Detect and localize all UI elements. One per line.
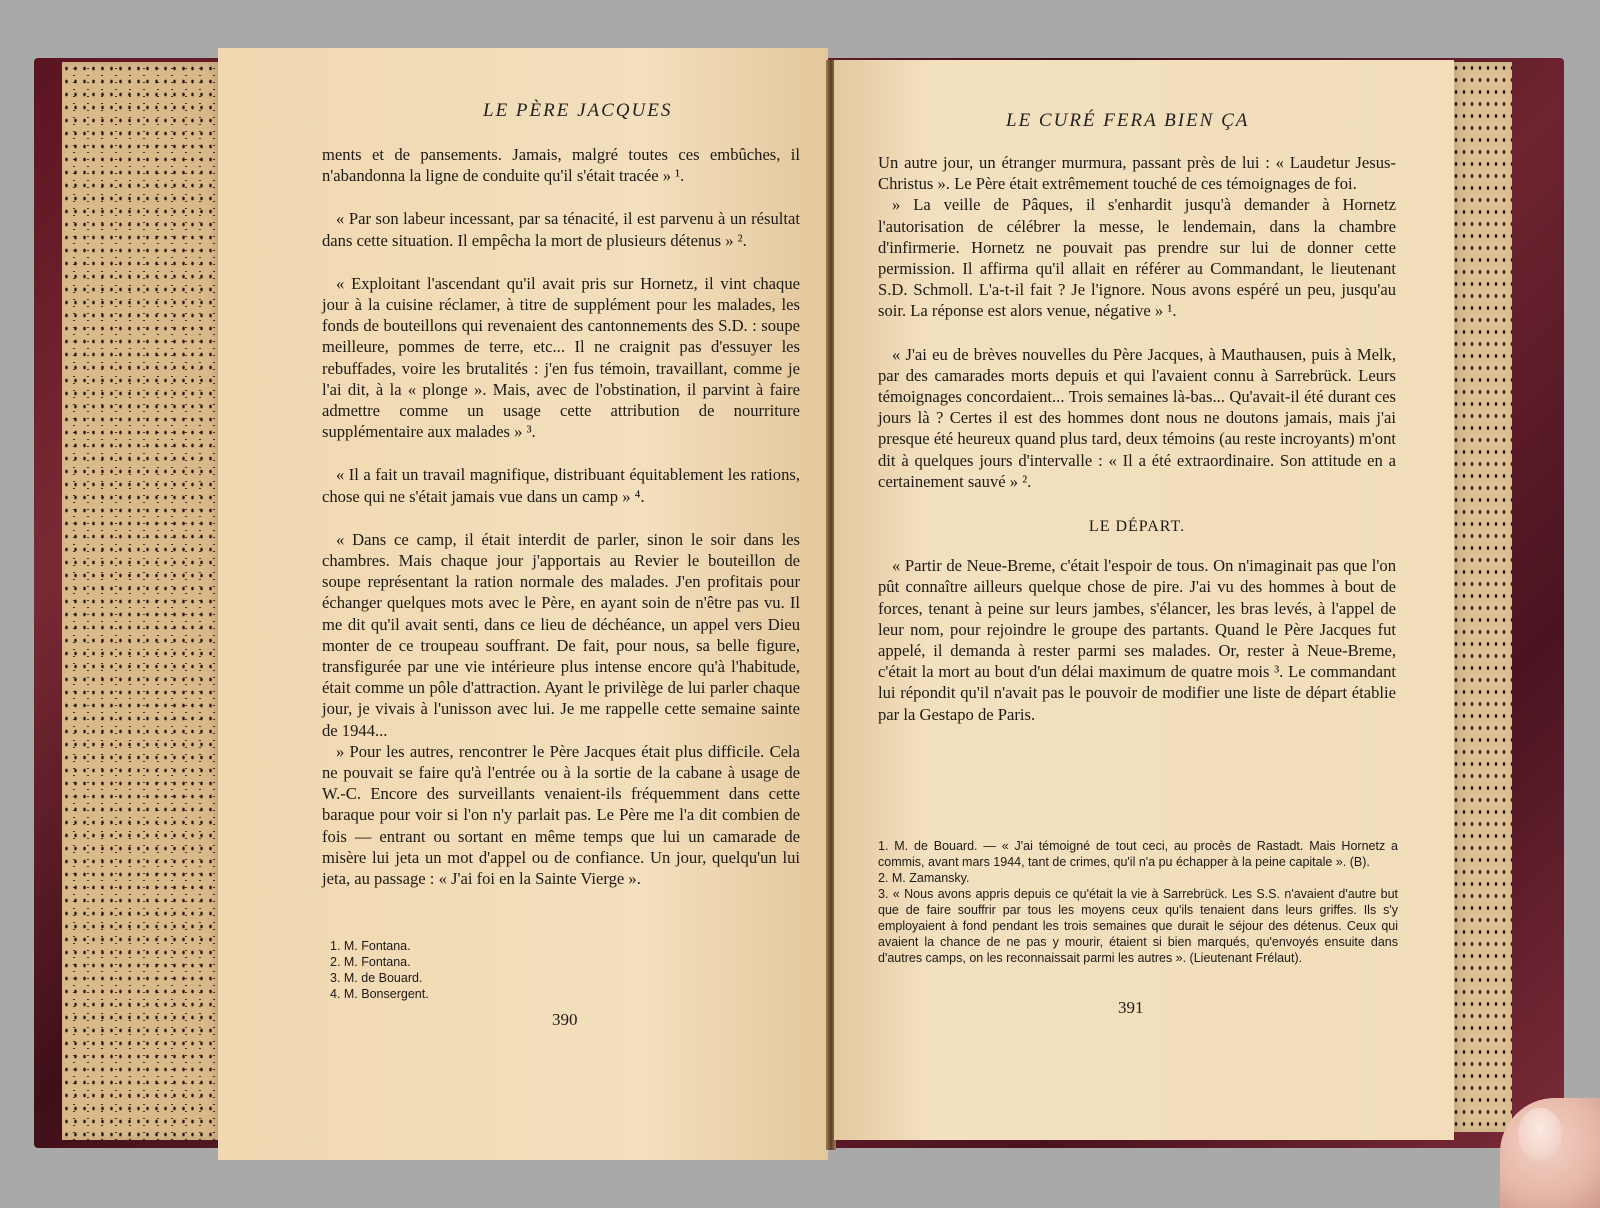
section-heading: LE DÉPART. [1088,518,1186,536]
page-body [878,152,1396,725]
footnote: 3. « Nous avons appris depuis ce qu'était la vie à Sarrebrück. Les S.S. n'avaient d'autre but que de faire souffrir par tous les moyens ceux qu'ils tenaient dans leurs griffes. Ils s'y employaient à fond pendant les trois semaines que durait le séjour des détenus. Ceux qui avaient la chance de ne pas y mourir, étaient si bien marqués, qu'envoyés ensuite dans d'autres camps, on les reconnaissait parmi les autres ». (Lieutenant Frélaut). [878,887,1398,965]
paragraph: » Pour les autres, rencontrer le Père Jacques était plus difficile. Cela ne pouvait se faire qu'à l'entrée ou à la sortie de la cabane à usage de W.-C. Encore des surveillants venaient-ils fréquemment dans cette baraque pour voir si l'on n'y parlait pas. Le Père me l'a dit combien de fois — entrant ou sortant en même temps que lui un camarade de misère lui jeta un mot d'appel ou de confiance. Un jour, quelqu'un lui jeta, au passage : « J'ai foi en la Sainte Vierge ». [322,741,800,889]
paragraph: ments et de pansements. Jamais, malgré toutes ces embûches, il n'abandonna la ligne de conduite qu'il s'était tracée » ¹. [322,145,800,186]
page-edges-left [62,62,222,1140]
page-number: 391 [1118,998,1144,1017]
running-header: LE PÈRE JACQUES [483,100,673,121]
paragraph: « Exploitant l'ascendant qu'il avait pris sur Hornetz, il vint chaque jour à la cuisine réclamer, à titre de supplément pour les malades, les fonds de bouteillons qui revenaient des cantonnements des S.D. : soupe meilleure, pommes de terre, etc... Il ne craignit pas d'essuyer les rebuffades, voire les brutalités : j'en fus témoin, travaillant, comme je l'ai dit, à la « plonge ». Mais, avec de l'obstination, il parvint à faire admettre comme un usage cette attribution de nourriture supplémentaire aux malades » ³. [322,273,800,442]
thumbnail-nail [1518,1108,1562,1160]
page-number: 390 [552,1010,578,1029]
running-header: LE CURÉ FERA BIEN ÇA [1006,110,1250,131]
footnote: 3. M. de Bouard. [330,971,423,985]
paragraph: « Dans ce camp, il était interdit de parler, sinon le soir dans les chambres. Mais chaque jour j'apportais au Revier le bouteillon de soupe représentant la ration normale des malades. J'en profitais pour échanger quelques mots avec le Père, en ayant soin de n'être pas vu. Il me dit qu'il avait senti, dans ce lieu de déchéance, un appel vers Dieu monter de ce troupeau souffrant. De fait, pour nous, sa belle figure, transfigurée par une vie intérieure plus intense encore qu'à l'habitude, était comme un pôle d'attraction. Ayant le privilège de lui parler chaque jour, je vivais à l'unisson avec lui. Je me rappelle cette semaine sainte de 1944... [322,529,800,740]
page-body [322,144,800,889]
footnote: 4. M. Bonsergent. [330,987,429,1001]
paragraph: Un autre jour, un étranger murmura, passant près de lui : « Laudetur Jesus-Christus ». Le Père était extrêmement touché de ces témoignages de foi. [878,153,1396,194]
left-page [218,48,828,1160]
footnotes [878,838,1398,966]
footnote: 2. M. Zamansky. [878,871,970,885]
paragraph: « Il a fait un travail magnifique, distribuant équitablement les rations, chose qui ne s'était jamais vue dans un camp » ⁴. [322,465,800,506]
footnote: 1. M. Fontana. [330,939,411,953]
footnotes [330,938,630,1002]
right-page [834,60,1454,1140]
page-edges-right [1452,62,1512,1132]
footnote: 2. M. Fontana. [330,955,411,969]
paragraph: « Par son labeur incessant, par sa ténacité, il est parvenu à un résultat dans cette situation. Il empêcha la mort de plusieurs détenus » ². [322,209,800,250]
paragraph: » La veille de Pâques, il s'enhardit jusqu'à demander à Hornetz l'autorisation de célébrer la messe, le lendemain, dans la chambre d'infirmerie. Hornetz ne pouvait pas prendre sur lui de donner cette permission. Il affirma qu'il allait en référer au Commandant, le lieutenant S.D. Schmoll. L'a-t-il fait ? Je l'ignore. Nous avons espéré un peu, jusqu'au soir. La réponse est alors venue, négative » ¹. [878,195,1396,321]
paragraph: « Partir de Neue-Breme, c'était l'espoir de tous. On n'imaginait pas que l'on pût connaître ailleurs quelque chose de pire. J'ai vu des hommes à bout de forces, tenant à peine sur leurs jambes, s'élancer, les bras levés, à l'appel de leur nom, pour rejoindre le groupe des partants. Quand le Père Jacques fut appelé, il demanda à rester parmi ses malades. Or, rester à Neue-Breme, c'était la mort au bout d'un délai maximum de quatre mois ³. Le commandant lui répondit qu'il n'avait pas le pouvoir de modifier une liste de départ établie par la Gestapo de Paris. [878,556,1396,724]
footnote: 1. M. de Bouard. — « J'ai témoigné de tout ceci, au procès de Rastadt. Mais Hornetz a commis, avant mars 1944, tant de crimes, qu'il n'a pu échapper à la peine capitale ». (B). [878,839,1398,869]
paragraph: « J'ai eu de brèves nouvelles du Père Jacques, à Mauthausen, puis à Melk, par des camarades morts depuis et qui l'avaient connu à Sarrebrück. Leurs témoignages concordaient... Trois semaines là-bas... Qu'avait-il été durant ces jours là ? Certes il est des hommes dont nous ne doutons jamais, mais j'ai presque été heureux quand plus tard, deux témoins (au reste incroyants) m'ont dit à quelques jours d'intervalle : « Il a été extraordinaire. Son attitude en a certainement sauvé » ². [878,344,1396,491]
